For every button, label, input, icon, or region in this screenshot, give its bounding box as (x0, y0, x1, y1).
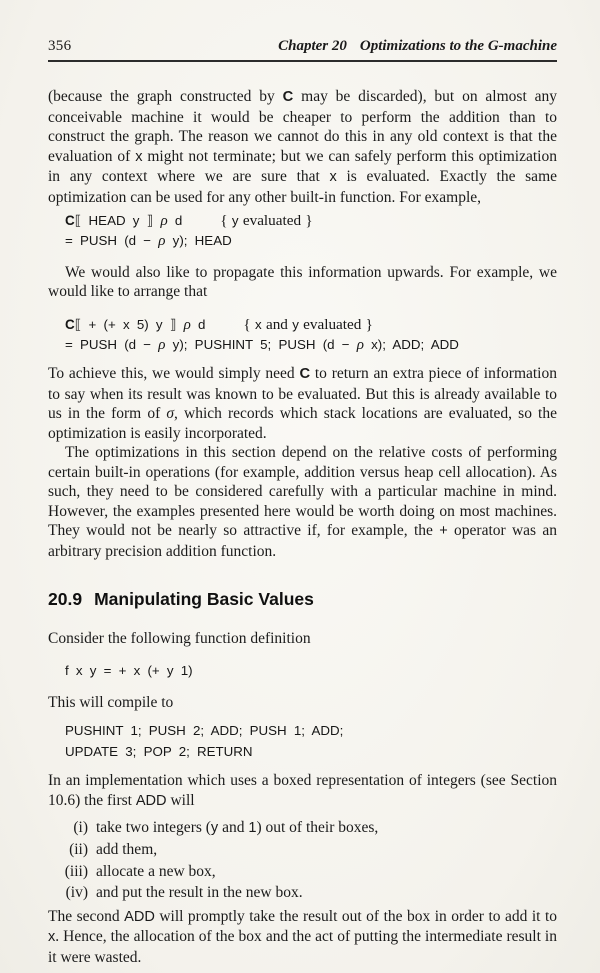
running-head-chapter: Chapter 20 (278, 38, 347, 54)
code-line: UPDATE 3; POP 2; RETURN (65, 743, 253, 759)
list-item (48, 839, 557, 860)
roman-list (48, 817, 557, 904)
section-number: 20.9 (48, 589, 83, 610)
paragraph-to-achieve-this: To achieve this, we would simply need C to return an extra piece of information to say when its result was known to be evaluated. But this is already available to us in the form of σ, which records which stack locations are evaluated, so the optimization is easily incorporated. (48, 365, 557, 442)
paragraph-propagate-upwards: We would also like to propagate this information upwards. For example, we would like to arrange that (48, 263, 557, 301)
code-line: C⟦ HEAD y ⟧ ρ d { y evaluated } (65, 212, 313, 229)
section-heading (48, 588, 557, 610)
page-header (48, 36, 557, 56)
code-line: f x y = + x (+ y 1) (65, 662, 193, 678)
code-display-compiled (48, 721, 557, 762)
code-line: C⟦ + (+ x 5) y ⟧ ρ d { x and y evaluated } (65, 315, 373, 333)
code-line: = PUSH (d − ρ y); HEAD (65, 233, 232, 250)
list-item-text: allocate a new box, (96, 862, 216, 880)
header-rule (48, 60, 557, 62)
code-line: PUSHINT 1; PUSH 2; ADD; PUSH 1; ADD; (65, 723, 344, 739)
paragraph-boxed-representation: In an implementation which uses a boxed representation of integers (see Section 10.6) the first ADD will (48, 772, 557, 809)
list-marker: (iv) (65, 884, 88, 902)
list-item-text: add them, (96, 841, 158, 859)
page-number: 356 (48, 38, 72, 54)
list-item (48, 817, 557, 839)
code-display-head-rule (48, 211, 557, 252)
code-line: = PUSH (d − ρ y); PUSHINT 5; PUSH (d − ρ x); ADD; ADD (65, 336, 459, 353)
paragraph-optimization-costs: The optimizations in this section depend on the relative costs of performing certain built-in operations (for example, addition versus heap cell allocation). As such, they need to be considered carefully with a particular machine in mind. However, the examples presented here would be worth doing on most machines. They would not be nearly so attractive if, for example, the + operator was an arbitrary precision addition function. (48, 444, 558, 560)
paragraph-this-will-compile: This will compile to (48, 693, 174, 711)
code-display-plus-rule (48, 315, 557, 356)
running-head-title: Optimizations to the G-machine (359, 38, 557, 54)
list-marker: (i) (73, 819, 88, 837)
list-marker: (iii) (64, 862, 88, 880)
code-display-function-definition (48, 661, 557, 681)
paragraph-consider-definition: Consider the following function definition (48, 630, 311, 648)
running-head (278, 36, 557, 56)
list-item-text: and put the result in the new box. (96, 884, 303, 902)
list-marker: (ii) (69, 841, 88, 859)
list-item (48, 861, 557, 882)
paragraph-because-graph: (because the graph constructed by C may be discarded), but on almost any conceivable machine it would be cheaper to perform the addition than to construct the graph. The reason we cannot do this in any old context is that the evaluation of x might not terminate; but we can safely perform this optimization in any context where we are sure that x is evaluated. Exactly the same optimization can be used for any other built-in function. For example, (48, 88, 557, 206)
list-item (48, 882, 557, 903)
section-title: Manipulating Basic Values (94, 589, 314, 610)
paragraph-second-add-wasted: The second ADD will promptly take the result out of the box in order to add it to x. Hence, the allocation of the box and the act of putting the intermediate result in it were wasted. (48, 907, 557, 966)
list-item-text: take two integers (y and 1) out of their boxes, (96, 819, 379, 837)
